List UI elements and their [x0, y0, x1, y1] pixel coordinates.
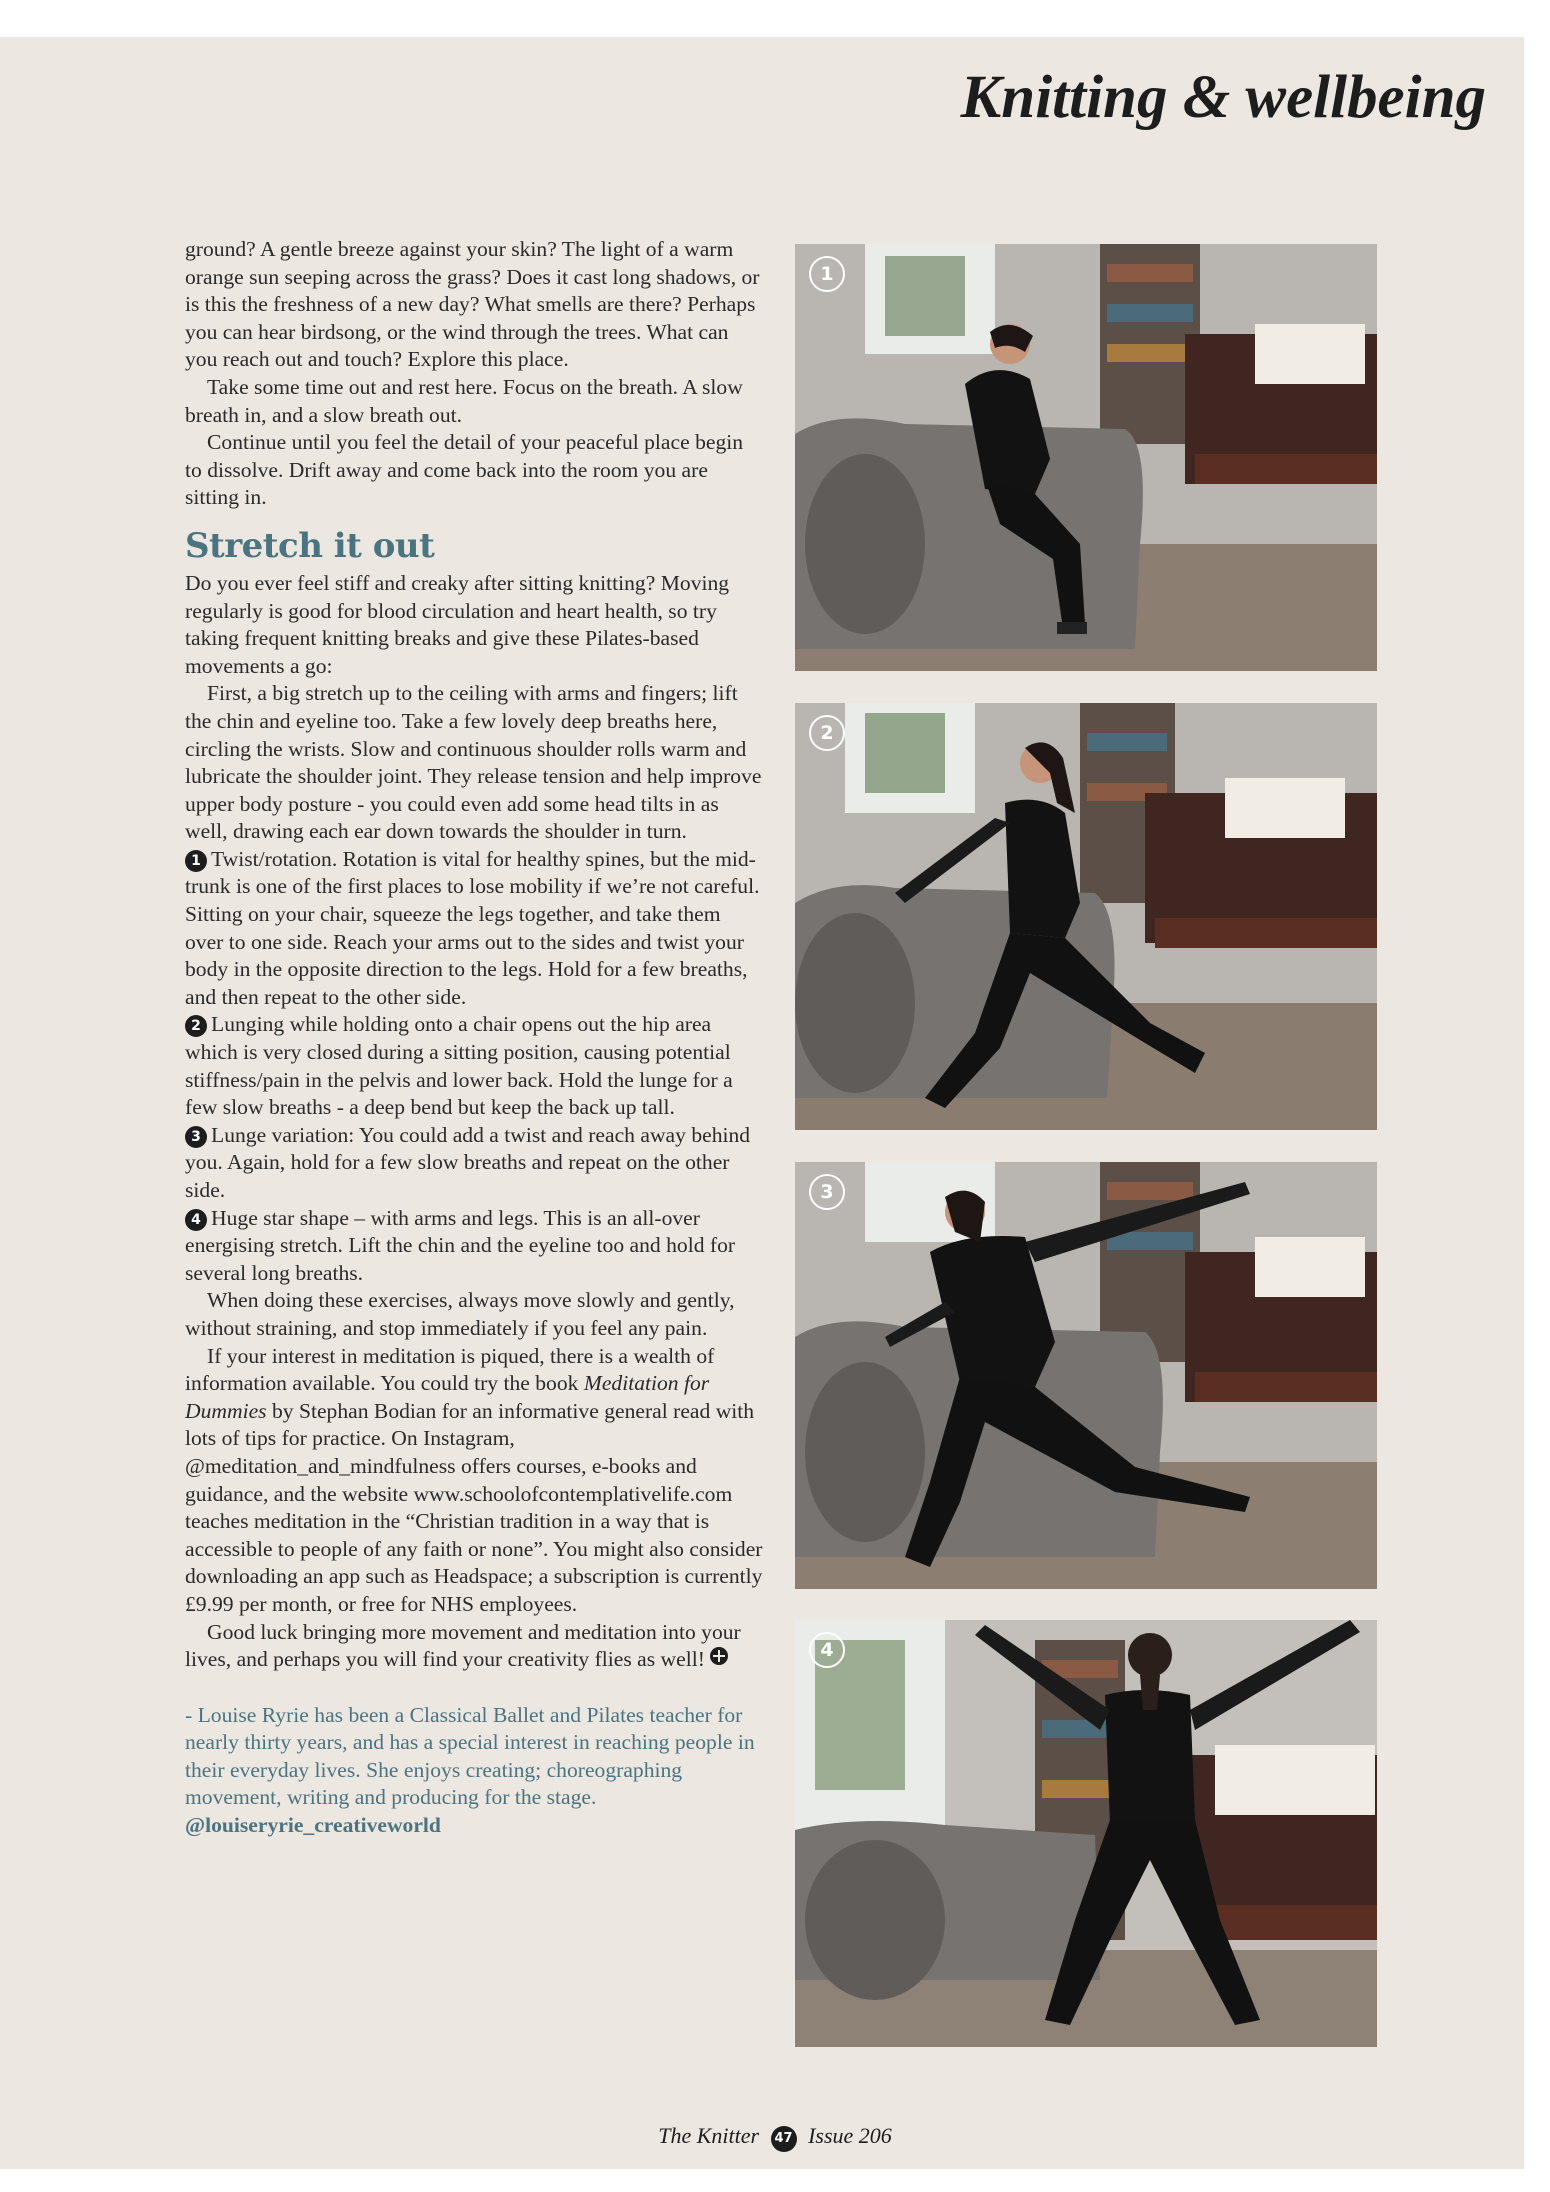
resources-text: If your interest in meditation is piqued, there is a wealth of information available. You could try the book: [185, 1343, 715, 1396]
issue-number: Issue 206: [808, 2123, 892, 2148]
step-number-badge: 4: [185, 1209, 207, 1231]
stretch-paragraph: First, a big stretch up to the ceiling with arms and fingers; lift the chin and eyeline too. Take a few lovely deep breaths here, circling the wrists. Slow and continuous shoulder rolls warm and lubricate the shoulder joint. They release tension and help improve upper body posture - you could even add some head tilts in as well, drawing each ear down towards the shoulder in turn.: [185, 681, 762, 844]
step-item: [185, 1011, 763, 1121]
bio-text: - Louise Ryrie has been a Classical Ballet and Pilates teacher for nearly thirty years, and has a special interest in reaching people in their everyday lives. She enjoys creating; choreographing movement, writing and producing for the stage.: [185, 1702, 755, 1810]
exercise-photo-3: [795, 1162, 1377, 1589]
exercise-photo-2: [795, 703, 1377, 1130]
step-number-badge: 3: [185, 1126, 207, 1148]
photo-number-badge: 1: [809, 256, 845, 292]
book-title: Meditation for Dummies: [185, 1371, 710, 1423]
exercise-photo-4: [795, 1620, 1377, 2047]
intro-paragraph: Take some time out and rest here. Focus on the breath. A slow breath in, and a slow breath out.: [185, 374, 743, 427]
section-title: Knitting & wellbeing: [960, 64, 1486, 131]
step-text: Lunging while holding onto a chair opens out the hip area which is very closed during a sitting position, causing potential stiffness/pain in the pelvis and lower back. Hold the lunge for a few slow breaths - a deep bend but keep the back up tall.: [185, 1012, 733, 1120]
closing-paragraph: [185, 1619, 763, 1674]
step-item: [185, 1122, 763, 1205]
caution-paragraph: When doing these exercises, always move slowly and gently, without straining, and stop immediately if you feel any pain.: [185, 1288, 735, 1340]
exercise-photo-1: [795, 244, 1377, 671]
step-text: Huge star shape – with arms and legs. This is an all-over energising stretch. Lift the chin and the eyeline too and hold for several long breaths.: [185, 1205, 736, 1285]
step-number-badge: 2: [185, 1015, 207, 1037]
step-number-badge: 1: [185, 850, 207, 872]
step-text: Lunge variation: You could add a twist and reach away behind you. Again, hold for a few slow breaths and repeat on the other side.: [185, 1122, 751, 1202]
resources-text: by Stephan Bodian for an informative general read with lots of tips for practice. On Instagram, @meditation_and_mindfulness offers courses, e-books and guidance, and the website www.schoolofcontemplativelife.com teaches meditation in the “Christian tradition in a way that is accessible to people of any faith or none”. You might also consider downloading an app such as Headspace; a subscription is currently £9.99 per month, or free for NHS employees.: [185, 1398, 763, 1616]
photo-number-badge: 4: [809, 1632, 845, 1668]
magazine-page: [0, 37, 1524, 2169]
subheading: Stretch it out: [185, 525, 435, 566]
page-number: 47: [771, 2126, 797, 2152]
step-item: [185, 1205, 763, 1288]
photo-number-badge: 2: [809, 715, 845, 751]
step-item: [185, 846, 763, 1012]
author-bio: [185, 1702, 763, 1840]
stretch-paragraph: Do you ever feel stiff and creaky after sitting knitting? Moving regularly is good for blood circulation and heart health, so try taking frequent knitting breaks and give these Pilates-based movements a go:: [185, 570, 730, 678]
closing-text: Good luck bringing more movement and meditation into your lives, and perhaps you will find your creativity flies as well!: [185, 1619, 741, 1672]
intro-paragraph: ground? A gentle breeze against your skin? The light of a warm orange sun seeping across the grass? Does it cast long shadows, or is this the freshness of a new day? What smells are there? Perhaps you can hear birdsong, or the wind through the trees. What can you reach out and touch? Explore this place.: [185, 237, 760, 372]
page-footer: [0, 2123, 1550, 2152]
intro-paragraph: Continue until you feel the detail of your peaceful place begin to dissolve. Drift away and come back into the room you are sitting in.: [185, 430, 744, 510]
end-mark-icon: [710, 1647, 728, 1665]
resources-paragraph: [185, 1343, 763, 1619]
instagram-handle[interactable]: @louiseryrie_creativeworld: [185, 1813, 441, 1838]
step-text: Twist/rotation. Rotation is vital for healthy spines, but the mid-trunk is one of the first places to lose mobility if we’re not careful. Sitting on your chair, squeeze the legs together, and take them over to one side. Reach your arms out to the sides and twist your body in the opposite direction to the legs. Hold for a few breaths, and then repeat to the other side.: [185, 846, 760, 1009]
article-body: [185, 236, 763, 1840]
photo-number-badge: 3: [809, 1174, 845, 1210]
magazine-name: The Knitter: [658, 2123, 760, 2148]
